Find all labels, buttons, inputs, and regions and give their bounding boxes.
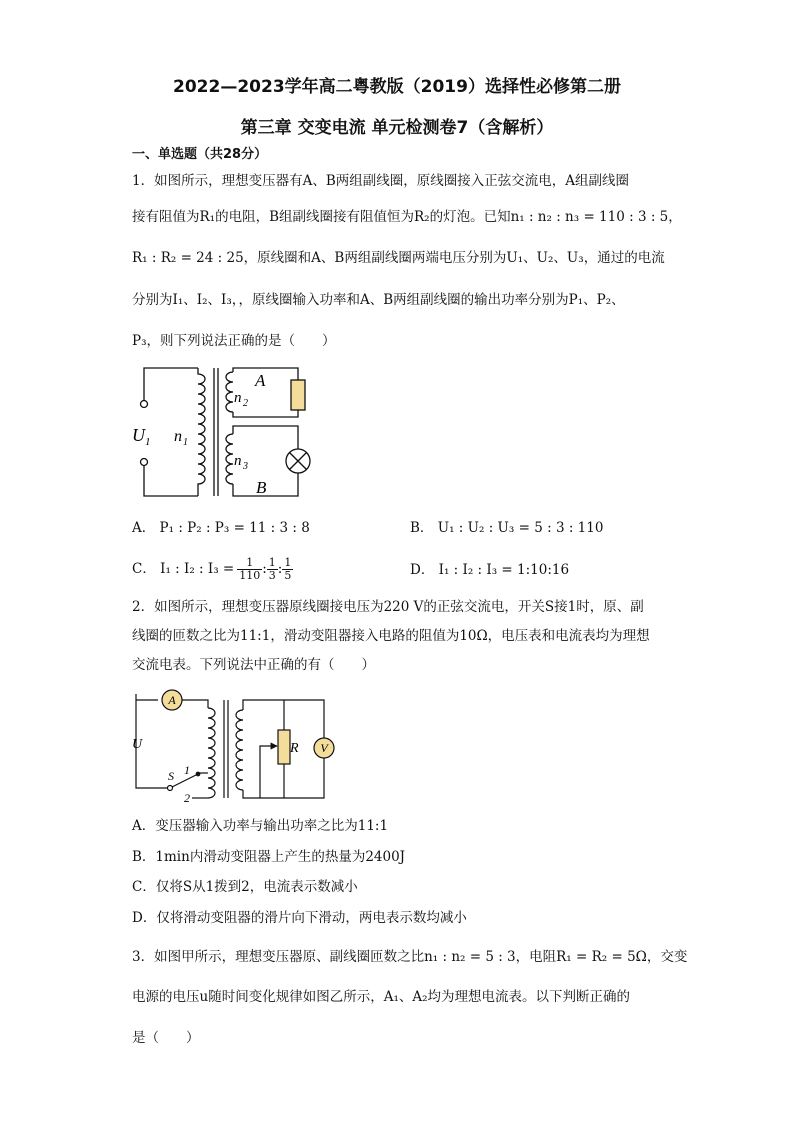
frac-numerator: 1 [284, 555, 292, 569]
document-title-line2: 第三章 交变电流 单元检测卷7（含解析） [240, 118, 554, 138]
q1-label-n1-sub: 1 [183, 437, 188, 448]
q1-text-line5: P₃，则下列说法正确的是（ ） [132, 333, 336, 349]
q1-transformer-diagram [128, 362, 328, 502]
voltmeter-icon: V [320, 741, 328, 755]
q1-option-c-frac-3 [282, 557, 293, 582]
q3-text-line1: 3．如图甲所示，理想变压器原、副线圈匝数之比n₁ : n₂ = 5 : 3，电阻R₁ = R₂ = 5Ω，交变 [132, 949, 688, 965]
q2-label-U: U [132, 737, 143, 752]
q1-option-d[interactable]: D． I₁ : I₂ : I₃ = 1:10:16 [410, 562, 570, 578]
q2-option-b[interactable]: B．1min内滑动变阻器上产生的热量为2400J [132, 849, 406, 865]
q1-label-B: B [256, 478, 267, 497]
q2-text-line3: 交流电表。下列说法中正确的有（ ） [132, 657, 375, 673]
q2-option-c[interactable]: C．仅将S从1拨到2，电流表示数减小 [132, 879, 358, 895]
q1-option-c-frac-1 [237, 557, 262, 582]
q2-option-d[interactable]: D．仅将滑动变阻器的滑片向下滑动，两电表示数均减小 [132, 910, 467, 926]
q1-label-U1: U [132, 425, 145, 445]
q1-label-A: A [255, 371, 266, 390]
q3-text-line2: 电源的电压u随时间变化规律如图乙所示，A₁、A₂均为理想电流表。以下判断正确的 [132, 989, 631, 1005]
frac-denominator: 3 [268, 568, 276, 582]
q1-label-n3: n [234, 453, 242, 469]
document-title-line1: 2022—2023学年高二粤教版（2019）选择性必修第二册 [173, 77, 621, 97]
frac-denominator: 5 [284, 568, 292, 582]
q2-transformer-diagram [128, 688, 348, 808]
frac-numerator: 1 [268, 555, 276, 569]
q1-text-line2: 接有阻值为R₁的电阻，B组副线圈接有阻值恒为R₂的灯泡。已知n₁ : n₂ : n₃ = 110 : 3 : 5， [132, 209, 682, 225]
q1-option-a[interactable]: A． P₁ : P₂ : P₃ = 11 : 3 : 8 [132, 520, 310, 536]
q2-label-S: S [168, 769, 174, 783]
q1-label-n3-sub: 3 [243, 461, 248, 472]
q1-label-n2-sub: 2 [243, 398, 248, 409]
q1-option-b[interactable]: B． U₁ : U₂ : U₃ = 5 : 3 : 110 [410, 520, 604, 536]
frac-numerator: 1 [237, 557, 262, 570]
q2-label-1: 1 [184, 763, 190, 777]
q2-text-line2: 线圈的匝数之比为11:1，滑动变阻器接入电路的阻值为10Ω，电压表和电流表均为理想 [132, 628, 650, 644]
q2-option-a[interactable]: A．变压器输入功率与输出功率之比为11:1 [132, 818, 389, 834]
q1-text-line1: 1．如图所示，理想变压器有A、B两组副线圈，原线圈接入正弦交流电，A组副线圈 [132, 173, 630, 189]
q1-text-line4: 分别为I₁、I₂、I₃，，原线圈输入功率和A、B两组副线圈的输出功率分别为P₁、P₂、 [132, 292, 625, 308]
q1-option-c-frac-2 [267, 557, 278, 582]
q3-text-line3: 是（ ） [132, 1030, 200, 1046]
q1-label-n1: n [174, 428, 182, 445]
q1-label-n2: n [234, 390, 242, 406]
q1-option-c[interactable]: C． I₁ : I₂ : I₃ = $\frac{1}{110}$ : $\frac{1}{3}$ : $\frac{1}{5}$ [132, 555, 292, 582]
section-heading: 一、单选题（共28分） [132, 147, 268, 162]
frac-denominator: 110 [239, 568, 261, 582]
q1-text-line3: R₁ : R₂ = 24 : 25，原线圈和A、B两组副线圈两端电压分别为U₁、U₂、U₃，通过的电流 [132, 250, 665, 266]
q1-option-c-prefix: C． I₁ : I₂ : I₃ = [132, 561, 235, 577]
q2-text-line1: 2．如图所示，理想变压器原线圈接电压为220 V的正弦交流电，开关S接1时，原、副 [132, 599, 644, 615]
q1-label-U1-sub: 1 [145, 436, 151, 448]
ammeter-icon: A [168, 693, 176, 707]
q2-label-2: 2 [184, 791, 190, 805]
q2-label-R: R [290, 741, 299, 756]
